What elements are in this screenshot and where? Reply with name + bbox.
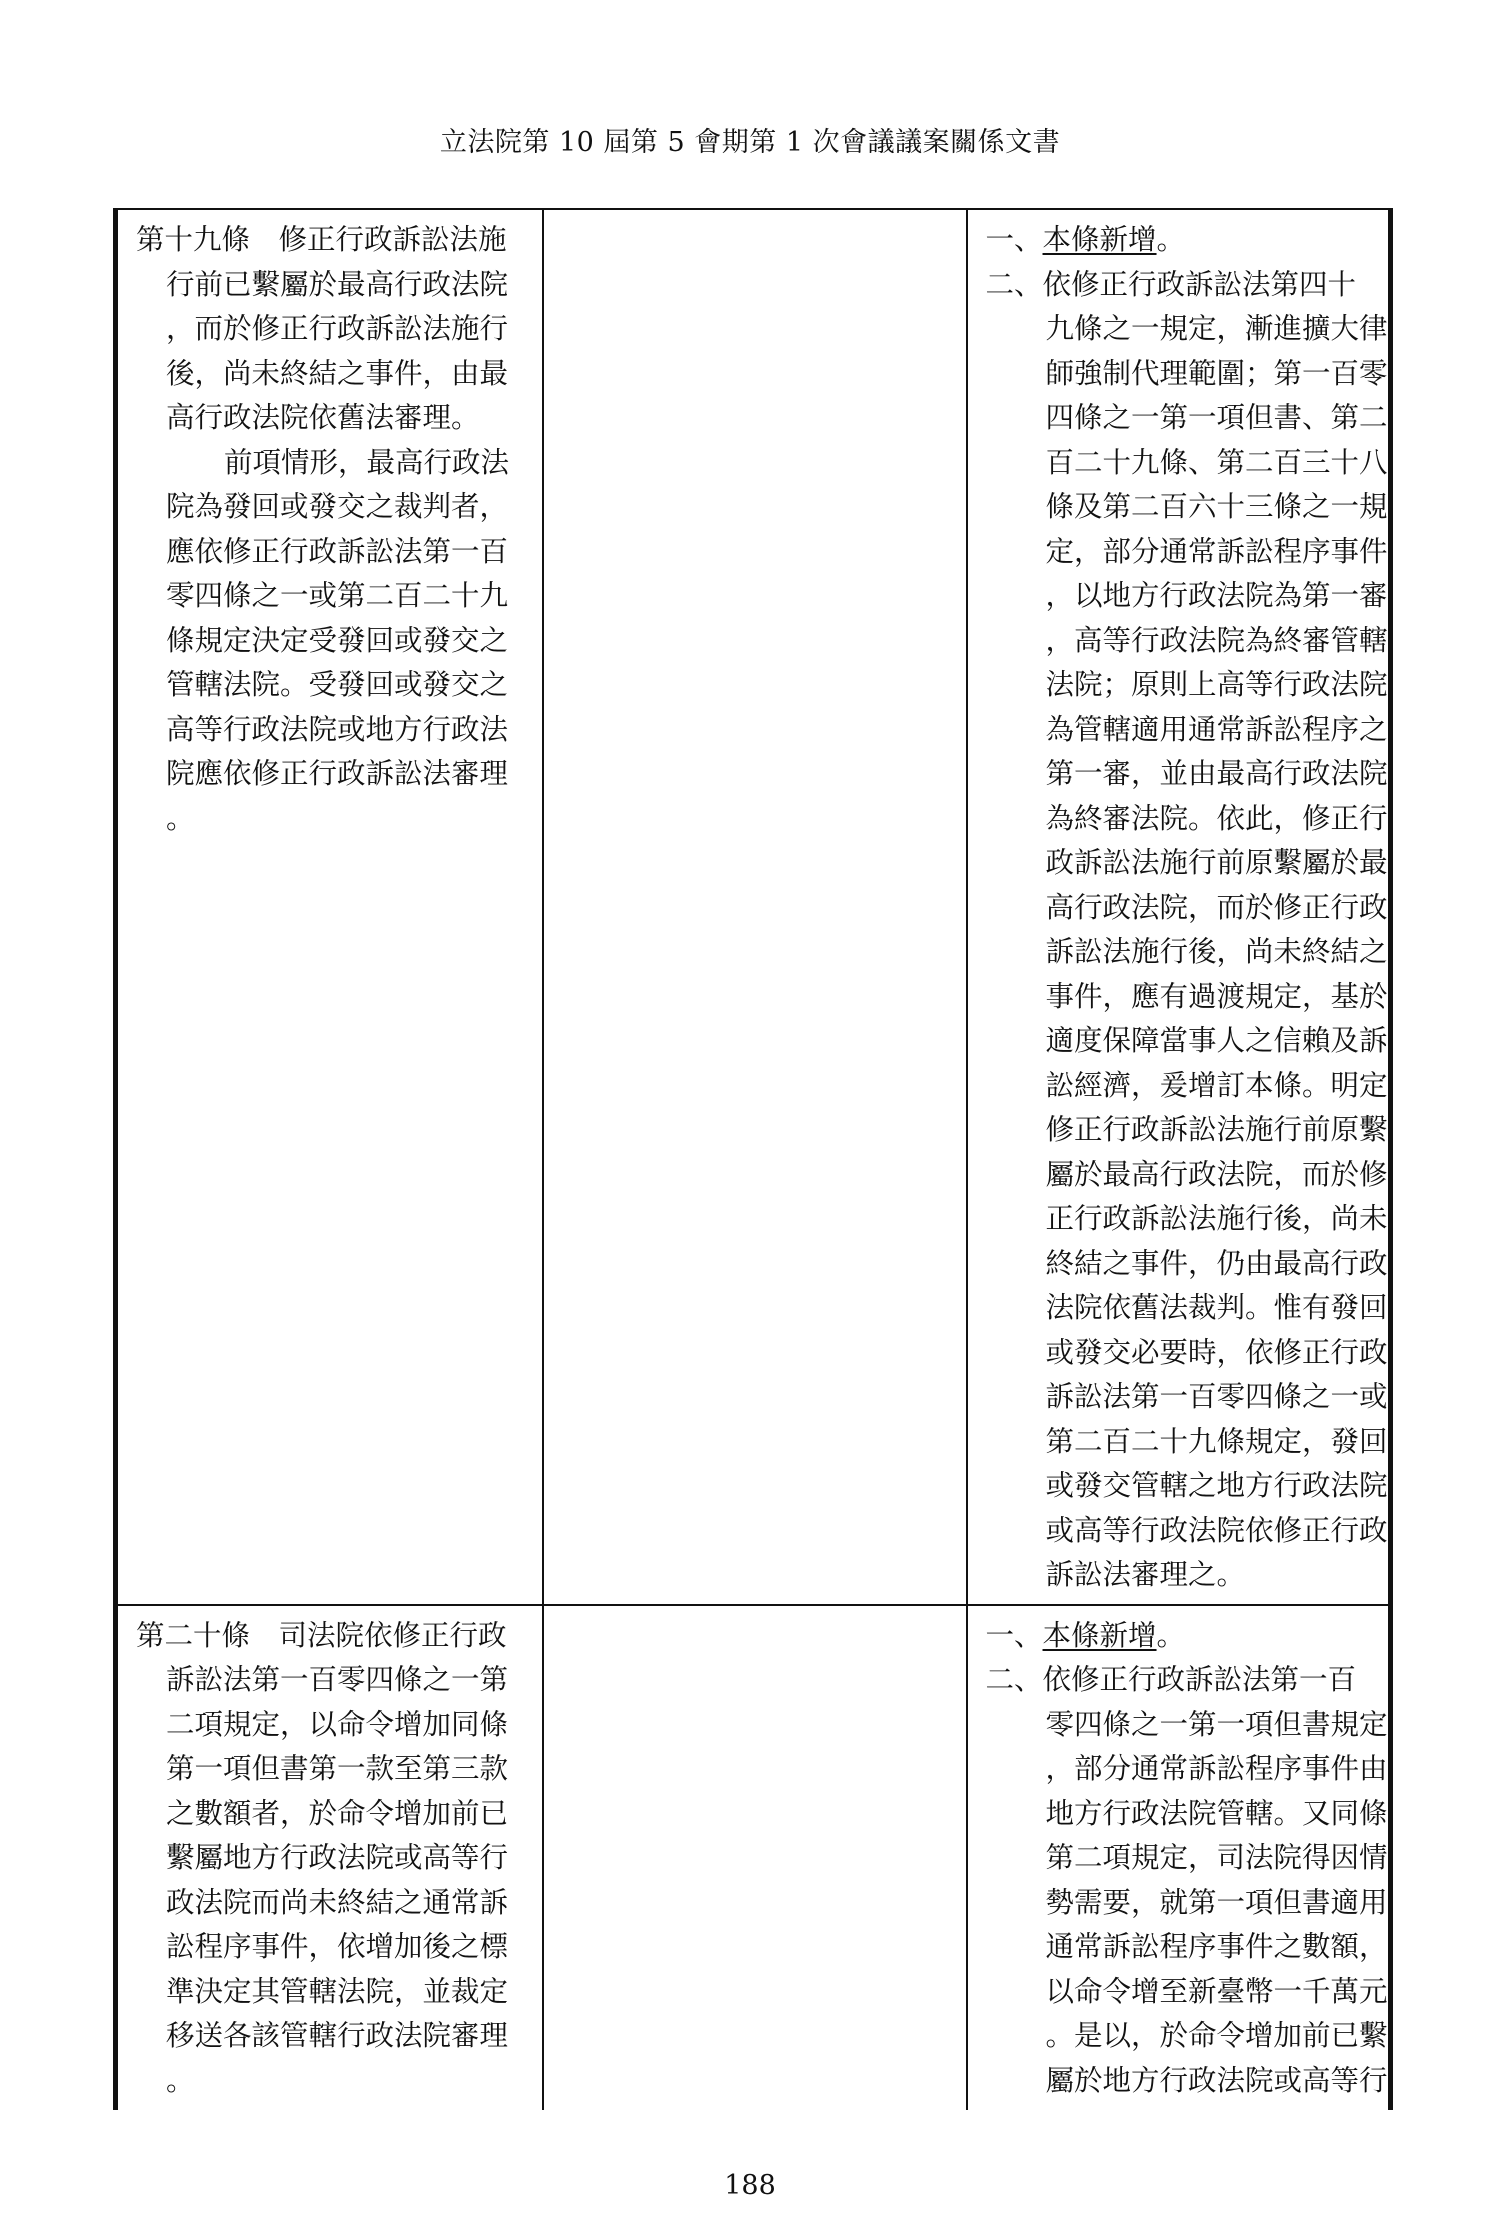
explanation-line: 或高等行政法院依修正行政: [1045, 1513, 1388, 1547]
article-line: ，而於修正行政訴訟法施行: [166, 312, 509, 345]
explanation-line: ，以地方行政法院為第一審: [1045, 579, 1388, 612]
article-line: 條規定決定受發回或發交之: [166, 623, 509, 657]
explanation-line: 訴訟法審理之。: [1045, 1558, 1246, 1591]
explanation-item-2: 二、依修正行政訴訟法第一百: [985, 1663, 1357, 1696]
explanation-line: 修正行政訴訟法施行前原繫: [1045, 1113, 1388, 1146]
explanation-line: 師強制代理範圍；第一百零: [1045, 356, 1388, 390]
article-line: 高行政法院依舊法審理。: [166, 401, 480, 434]
current-text-cell: [543, 1605, 967, 2110]
explanation-line: 訴訟法第一百零四條之一或: [1045, 1380, 1388, 1413]
article-line: 訴訟法第一百零四條之一第: [166, 1663, 509, 1696]
article-line: 繫屬地方行政法院或高等行: [166, 1841, 509, 1874]
explanation-line: 以命令增至新臺幣一千萬元: [1045, 1974, 1388, 2008]
explanation-line: 。是以，於命令增加前已繫: [1045, 2019, 1388, 2052]
explanation-cell: [967, 1605, 1391, 2110]
article-line: 政法院而尚未終結之通常訴: [166, 1885, 509, 1919]
explanation-line: 事件，應有過渡規定，基於: [1045, 979, 1388, 1013]
explanation-line: 勢需要，就第一項但書適用: [1045, 1885, 1388, 1919]
table-row: [116, 209, 1391, 1605]
article-line: 二項規定，以命令增加同條: [166, 1707, 509, 1741]
article-line: 院應依修正行政訴訟法審理: [166, 757, 509, 790]
current-text-cell: [543, 209, 967, 1605]
explanation-line: 適度保障當事人之信賴及訴: [1045, 1024, 1388, 1057]
article-line: 第十九條 修正行政訴訟法施: [136, 223, 507, 256]
explanation-item-1: 一、本條新增。: [985, 223, 1186, 256]
article-line: 。: [166, 801, 195, 835]
article-line: 移送各該管轄行政法院審理: [166, 2019, 509, 2052]
article-line: 零四條之一或第二百二十九: [166, 579, 509, 612]
explanation-item-2: 二、依修正行政訴訟法第四十: [985, 267, 1357, 301]
explanation-line: 第二項規定，司法院得因情: [1045, 1841, 1388, 1874]
explanation-line: 零四條之一第一項但書規定: [1045, 1707, 1388, 1741]
table-row: [116, 1605, 1391, 2110]
explanation-line: 通常訴訟程序事件之數額，: [1045, 1930, 1388, 1963]
explanation-line: 或發交必要時，依修正行政: [1045, 1335, 1388, 1369]
article-text-cell: [116, 1605, 543, 2110]
explanation-line: 訟經濟，爰增訂本條。明定: [1045, 1068, 1388, 1102]
explanation-line: 屬於最高行政法院，而於修: [1045, 1157, 1388, 1191]
article-line: 應依修正行政訴訟法第一百: [166, 534, 509, 568]
explanation-line: 條及第二百六十三條之一規: [1045, 490, 1388, 523]
article-line: 後，尚未終結之事件，由最: [166, 356, 509, 390]
page-number: 188: [724, 2170, 776, 2201]
explanation-line: 定，部分通常訴訟程序事件: [1045, 534, 1388, 568]
article-line: 行前已繫屬於最高行政法院: [166, 267, 509, 301]
explanation-line: 屬於地方行政法院或高等行: [1045, 2063, 1388, 2097]
explanation-line: 為終審法院。依此，修正行: [1045, 801, 1388, 835]
article-line: 高等行政法院或地方行政法: [166, 712, 509, 746]
explanation-line: 第二百二十九條規定，發回: [1045, 1424, 1388, 1458]
explanation-line: 百二十九條、第二百三十八: [1045, 445, 1388, 479]
explanation-line: 訴訟法施行後，尚未終結之: [1045, 935, 1388, 968]
articles-table: [113, 208, 1393, 2110]
article-line: 準決定其管轄法院，並裁定: [166, 1974, 509, 2008]
explanation-line: 正行政訴訟法施行後，尚未: [1045, 1202, 1388, 1235]
explanation-line: 四條之一第一項但書、第二: [1045, 401, 1388, 434]
article-line: 第二十條 司法院依修正行政: [136, 1618, 507, 1652]
explanation-line: 政訴訟法施行前原繫屬於最: [1045, 846, 1388, 879]
explanation-line: 為管轄適用通常訴訟程序之: [1045, 712, 1388, 746]
explanation-line: 高行政法院，而於修正行政: [1045, 890, 1388, 924]
article-line: 訟程序事件，依增加後之標: [166, 1930, 509, 1963]
underlined-text: 本條新增: [1042, 1618, 1157, 1652]
explanation-line: ，高等行政法院為終審管轄: [1045, 623, 1388, 657]
explanation-line: 法院；原則上高等行政法院: [1045, 668, 1388, 701]
explanation-line: 第一審，並由最高行政法院: [1045, 757, 1388, 790]
article-line: 前項情形，最高行政法: [224, 445, 510, 479]
explanation-line: 終結之事件，仍由最高行政: [1045, 1246, 1388, 1280]
article-text-cell: [116, 209, 543, 1605]
explanation-line: 法院依舊法裁判。惟有發回: [1045, 1291, 1388, 1324]
explanation-line: ，部分通常訴訟程序事件由: [1045, 1752, 1388, 1785]
article-line: 之數額者，於命令增加前已: [166, 1796, 509, 1830]
explanation-line: 地方行政法院管轄。又同條: [1045, 1796, 1388, 1830]
page-header: 立法院第 10 屆第 5 會期第 1 次會議議案關係文書: [439, 127, 1061, 158]
article-line: 。: [166, 2063, 195, 2097]
explanation-item-1: 一、本條新增。: [985, 1618, 1186, 1652]
explanation-cell: [967, 209, 1391, 1605]
explanation-line: 九條之一規定，漸進擴大律: [1045, 312, 1388, 345]
article-line: 第一項但書第一款至第三款: [166, 1752, 509, 1785]
underlined-text: 本條新增: [1042, 223, 1157, 256]
article-line: 院為發回或發交之裁判者，: [166, 490, 509, 523]
explanation-line: 或發交管轄之地方行政法院: [1045, 1469, 1388, 1502]
article-line: 管轄法院。受發回或發交之: [166, 668, 509, 701]
